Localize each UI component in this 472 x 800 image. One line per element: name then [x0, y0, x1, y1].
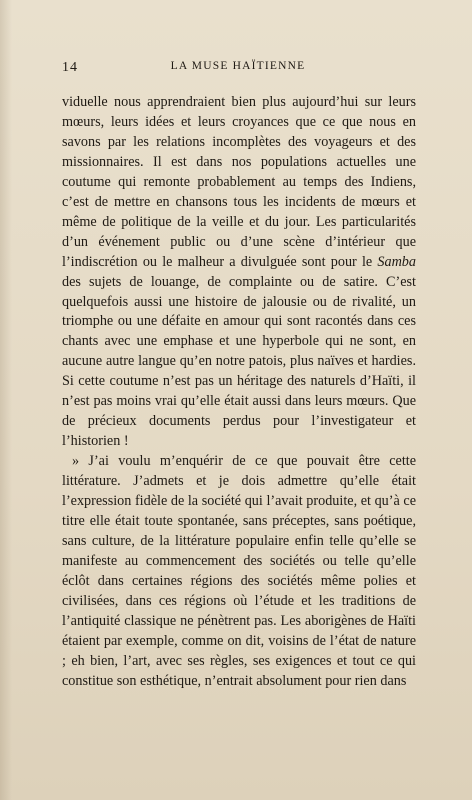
- italic-word-samba: Samba: [377, 253, 416, 270]
- paragraph-2: » J’ai voulu m’enquérir de ce que pouvait être cette littérature. J’admets et je dois admettre qu’elle était l’expression fidèle de la société qui l’avait produite, et qu’à ce titre elle était toute spontanée, sans préceptes, sans poétique, sans culture, de la littérature populaire enfin telle qu’elle se manifeste au commencement des sociétés ou telle qu’elle éclôt dans certaines régions des sociétés même polies et civilisées, dans ces régions où l’étude et les traditions de l’antiquité classique ne pénètrent pas. Les aborigènes de Haïti étaient par exemple, comme on dit, voisins de l’état de nature ; eh bien, l’art, avec ses règles, ses exigences et tout ce qui constitue son esthétique, n’entrait absolument pour rien dans: [62, 453, 416, 689]
- paragraph-1-text-after: des sujets de louange, de complainte ou de satire. C’est quelquefois aussi une histoire de jalousie ou de rivalité, un triomphe ou une défaite en amour qui sont racontés dans ces chants avec une emphase et une hyperbole qui ne sont, en aucune autre langue qu’en notre patois, plus naïves et hardies. Si cette coutume n’est pas un héritage des naturels d’Haïti, il n’est pas moins vrai qu’elle était aussi dans leurs mœurs. Que de précieux documents perdus pour l’investigateur et l’historien !: [62, 273, 416, 450]
- page-number: 14: [62, 60, 78, 75]
- body-text: [62, 93, 416, 692]
- paragraph-1-text-before: viduelle nous apprendraient bien plus aujourd’hui sur leurs mœurs, leurs idées et leurs croyances que ce que nous en savons par les relations incomplètes des voyageurs et des missionnaires. Il est dans nos populations actuelles une coutume qui remonte probablement au temps des Indiens, c’est de mettre en chansons tous les incidents de mœurs et même de politique de la veille et du jour. Les particularités d’un événement public ou d’une scène d’intérieur que l’indiscrétion ou le malheur a divulguée sont pour le: [62, 94, 416, 270]
- running-head: [62, 60, 414, 78]
- paragraph-1: [62, 93, 416, 452]
- running-title: LA MUSE HAÏTIENNE: [170, 60, 306, 72]
